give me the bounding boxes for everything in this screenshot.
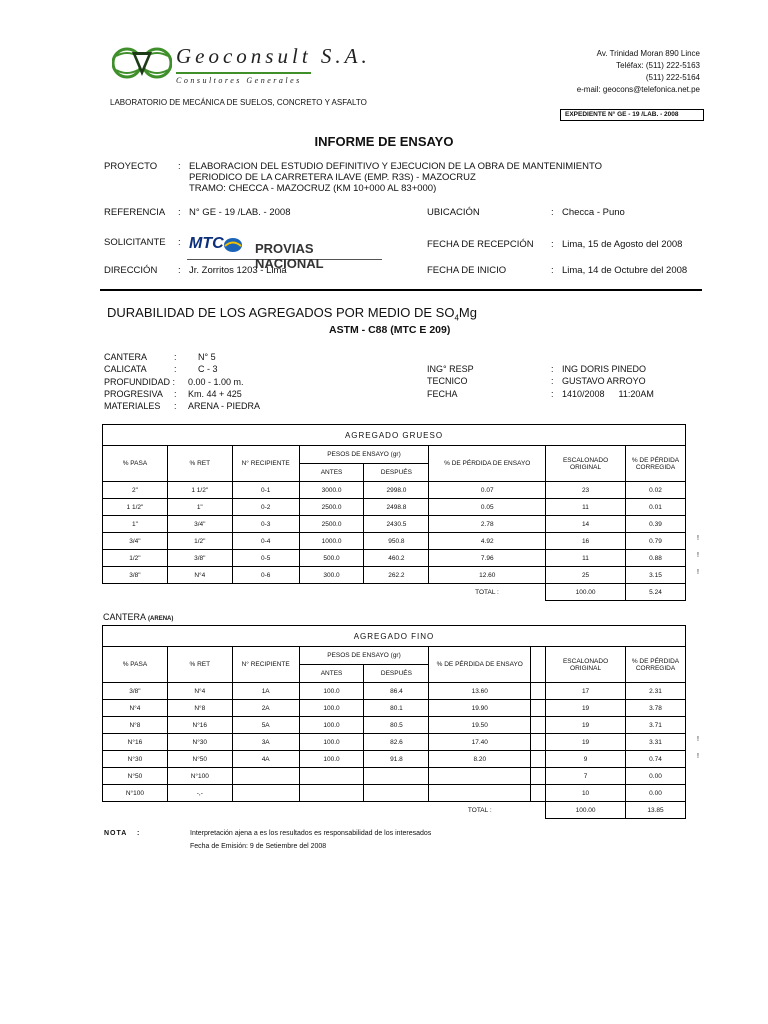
grueso-cell-esc: 23 (546, 482, 626, 499)
grueso-cell-antes: 3000.0 (299, 482, 364, 499)
fino-cell-ret: N°50 (167, 751, 232, 768)
proyecto-line-3: TRAMO: CHECCA - MAZOCRUZ (KM 10+000 AL 83+000) (189, 183, 437, 194)
grueso-cell-antes: 300.0 (299, 567, 364, 584)
grueso-cell-corr: 0.79 ! (626, 533, 686, 550)
fino-cell-rec: 3A (232, 734, 299, 751)
grueso-h-recipiente: N° RECIPIENTE (232, 446, 299, 482)
fino-h-pasa: % PASA (103, 647, 168, 683)
solicitante-colon: : (178, 237, 181, 248)
materiales-colon: : (174, 401, 177, 412)
grueso-cell-esc: 11 (546, 499, 626, 516)
grueso-row (103, 516, 686, 533)
grueso-cell-esc: 16 (546, 533, 626, 550)
grueso-cell-ret: 1 1/2" (167, 482, 232, 499)
proyecto-value (189, 161, 602, 194)
fino-cell-esc: 7 (546, 768, 626, 785)
globe-logo-icon (112, 42, 172, 84)
grueso-cell-antes: 2500.0 (299, 499, 364, 516)
proyecto-line-2: PERIODICO DE LA CARRETERA ILAVE (EMP. R3S) - MAZOCRUZ (189, 172, 476, 183)
test-standard: ASTM - C88 (MTC E 209) (329, 324, 451, 336)
fino-cell-perd: 13.60 (429, 683, 531, 700)
grueso-cell-antes: 500.0 (299, 550, 364, 567)
ing-label: ING° RESP (427, 364, 474, 374)
ubicacion-value: Checca - Puno (562, 207, 625, 218)
grueso-cell-perd: 2.78 (429, 516, 546, 533)
solicitante-label: SOLICITANTE (104, 237, 166, 248)
fino-cell-rec: 4A (232, 751, 299, 768)
fino-cell-despues (364, 785, 429, 802)
proyecto-label: PROYECTO (104, 161, 158, 172)
fino-cell-despues: 80.5 (364, 717, 429, 734)
sample-left (104, 351, 175, 412)
fino-cell-ret: N°4 (167, 683, 232, 700)
fino-cell-ret: N°100 (167, 768, 232, 785)
grueso-cell-pasa: 3/8" (103, 567, 168, 584)
fino-cell-perd (429, 785, 531, 802)
grueso-cell-despues: 2498.8 (364, 499, 429, 516)
grueso-cell-ret: 3/4" (167, 516, 232, 533)
fino-h-pesos: PESOS DE ENSAYO (gr) (299, 647, 429, 665)
fino-cell-pasa: N°16 (103, 734, 168, 751)
fino-cell-blank (531, 683, 546, 700)
grueso-row-mark: ! (697, 552, 699, 559)
fino-cell-despues: 91.8 (364, 751, 429, 768)
fino-cell-blank (531, 785, 546, 802)
grueso-cell-rec: 0-1 (232, 482, 299, 499)
grueso-cell-corr: 0.88 ! (626, 550, 686, 567)
progresiva-label: PROGRESIVA (104, 388, 163, 399)
grueso-table (102, 424, 699, 601)
grueso-h-escalonado: ESCALONADO ORIGINAL (546, 446, 626, 482)
fino-cantera-label: CANTERA (ARENA) (103, 612, 174, 622)
nota-label: NOTA (104, 830, 128, 837)
grueso-cell-perd: 12.60 (429, 567, 546, 584)
grueso-cell-despues: 2430.5 (364, 516, 429, 533)
grueso-cell-corr: 0.02 (626, 482, 686, 499)
grueso-cell-ret: 3/8" (167, 550, 232, 567)
test-title (107, 305, 477, 323)
fino-row (103, 683, 686, 700)
fino-cell-ret: N°8 (167, 700, 232, 717)
grueso-cell-esc: 11 (546, 550, 626, 567)
fino-cell-pasa: N°50 (103, 768, 168, 785)
fino-cell-rec: 2A (232, 700, 299, 717)
fecha-inicio-value: Lima, 14 de Octubre del 2008 (562, 265, 688, 276)
fino-cell-antes: 100.0 (299, 700, 364, 717)
grueso-cell-perd: 0.05 (429, 499, 546, 516)
sample-colons (174, 351, 177, 412)
fino-row (103, 751, 686, 768)
fino-row-mark: ! (697, 736, 699, 743)
fino-cell-esc: 19 (546, 734, 626, 751)
grueso-title: AGREGADO GRUESO (103, 425, 686, 446)
fino-row (103, 717, 686, 734)
fino-cell-blank (531, 717, 546, 734)
grueso-cell-esc: 25 (546, 567, 626, 584)
progresiva-colon: : (174, 388, 177, 399)
grueso-cell-perd: 0.07 (429, 482, 546, 499)
sample-right-labels (427, 363, 474, 400)
company-name: Geoconsult S.A. (176, 44, 371, 68)
grueso-total-esc: 100.00 (546, 584, 626, 601)
fecha-hour: 11:20AM (618, 388, 654, 399)
test-title-main: DURABILIDAD DE LOS AGREGADOS POR MEDIO DE SO (107, 305, 455, 320)
sample-right-colons (551, 363, 554, 400)
ubicacion-colon: : (551, 207, 554, 218)
fino-h-ret: % RET (167, 647, 232, 683)
fino-cell-blank (531, 734, 546, 751)
grueso-cell-corr: 0.01 (626, 499, 686, 516)
fino-cell-corr: 3.71 (626, 717, 686, 734)
fino-title: AGREGADO FINO (103, 626, 686, 647)
cantera-value: N° 5 (198, 352, 216, 362)
tecnico-value: GUSTAVO ARROYO (562, 376, 646, 387)
grueso-row-mark: ! (697, 535, 699, 542)
grueso-cell-esc: 14 (546, 516, 626, 533)
address: Av. Trinidad Moran 890 Lince (596, 49, 700, 58)
logo-underline (176, 72, 311, 74)
grueso-cell-despues: 460.2 (364, 550, 429, 567)
grueso-h-antes: ANTES (299, 464, 364, 482)
grueso-cell-despues: 950.8 (364, 533, 429, 550)
proyecto-colon: : (178, 161, 181, 172)
fino-cell-blank (531, 700, 546, 717)
grueso-cell-pasa: 1/2" (103, 550, 168, 567)
grueso-h-pesos: PESOS DE ENSAYO (gr) (299, 446, 429, 464)
fino-cell-corr: 0.00 (626, 785, 686, 802)
fecha-inicio-label: FECHA DE INICIO (427, 265, 507, 276)
fino-total-corr: 13.85 (626, 802, 686, 819)
grueso-h-despues: DESPUÉS (364, 464, 429, 482)
fino-row (103, 700, 686, 717)
grueso-cell-ret: 1/2" (167, 533, 232, 550)
sample-values (188, 351, 260, 412)
fino-row (103, 785, 686, 802)
fino-cell-despues: 82.6 (364, 734, 429, 751)
fino-cell-corr: 0.00 (626, 768, 686, 785)
fino-cell-corr: 3.31 ! (626, 734, 686, 751)
fino-total-label: TOTAL : (467, 806, 492, 814)
calicata-colon: : (174, 364, 177, 375)
fino-cell-pasa: N°8 (103, 717, 168, 734)
fino-cell-pasa: N°4 (103, 700, 168, 717)
tecnico-label: TECNICO (427, 376, 468, 387)
profundidad-label: PROFUNDIDAD : (104, 376, 176, 387)
grueso-cell-pasa: 1 1/2" (103, 499, 168, 516)
direccion-label: DIRECCIÓN (104, 265, 158, 276)
fino-cell-antes (299, 785, 364, 802)
fino-cell-pasa: N°100 (103, 785, 168, 802)
grueso-cell-ret: 1" (167, 499, 232, 516)
fino-cell-esc: 19 (546, 700, 626, 717)
fino-cell-corr: 2.31 (626, 683, 686, 700)
materiales-label: MATERIALES (104, 401, 161, 412)
phone-2: (511) 222-5164 (645, 73, 700, 82)
grueso-h-perdida: % DE PÉRDIDA DE ENSAYO (429, 446, 546, 482)
address-block (577, 48, 700, 96)
ing-colon: : (551, 364, 554, 374)
direccion-colon: : (178, 265, 181, 276)
grueso-cell-corr: 3.15 ! (626, 567, 686, 584)
grueso-cell-perd: 7.96 (429, 550, 546, 567)
fino-cell-blank (531, 768, 546, 785)
grueso-row (103, 533, 686, 550)
nota-colon: : (137, 830, 140, 837)
fino-row (103, 768, 686, 785)
sample-right-values (562, 363, 654, 400)
fino-cell-antes: 100.0 (299, 683, 364, 700)
fino-cell-esc: 9 (546, 751, 626, 768)
materiales-value: ARENA - PIEDRA (188, 401, 261, 412)
grueso-h-corregida: % DE PÉRDIDA CORREGIDA (626, 446, 686, 482)
grueso-row-mark: ! (697, 569, 699, 576)
ubicacion-label: UBICACIÓN (427, 207, 480, 218)
grueso-h-pasa: % PASA (103, 446, 168, 482)
fino-row (103, 734, 686, 751)
fino-h-corregida: % DE PÉRDIDA CORREGIDA (626, 647, 686, 683)
fino-cell-antes: 100.0 (299, 734, 364, 751)
fecha-value (562, 388, 654, 400)
mtc-emblem-icon (223, 237, 243, 253)
fino-cell-rec: 1A (232, 683, 299, 700)
grueso-cell-rec: 0-5 (232, 550, 299, 567)
fino-total-esc: 100.00 (546, 802, 626, 819)
test-title-sub: 4 (454, 313, 459, 323)
fino-cell-perd: 8.20 (429, 751, 531, 768)
grueso-cell-perd: 4.92 (429, 533, 546, 550)
fino-cell-despues: 86.4 (364, 683, 429, 700)
fino-cell-rec (232, 785, 299, 802)
grueso-cell-pasa: 1" (103, 516, 168, 533)
fino-cell-ret: N°30 (167, 734, 232, 751)
fino-cell-esc: 17 (546, 683, 626, 700)
fino-cell-perd: 17.40 (429, 734, 531, 751)
grueso-cell-ret: N°4 (167, 567, 232, 584)
progresiva-value: Km. 44 + 425 (188, 388, 242, 399)
lab-name: LABORATORIO DE MECÁNICA DE SUELOS, CONCRETO Y ASFALTO (110, 98, 367, 107)
grueso-cell-antes: 1000.0 (299, 533, 364, 550)
phone-1: Teléfax: (511) 222-5163 (616, 61, 700, 70)
fino-cell-pasa: 3/8" (103, 683, 168, 700)
profundidad-value: 0.00 - 1.00 m. (188, 376, 244, 387)
fino-cell-esc: 19 (546, 717, 626, 734)
cantera-colon: : (174, 352, 177, 362)
calicata-label: CALICATA (104, 364, 147, 375)
fino-cell-antes: 100.0 (299, 751, 364, 768)
fecha-recepcion-value: Lima, 15 de Agosto del 2008 (562, 239, 683, 250)
fino-h-recipiente: N° RECIPIENTE (232, 647, 299, 683)
proyecto-line-1: ELABORACION DEL ESTUDIO DEFINITIVO Y EJECUCION DE LA OBRA DE MANTENIMIENTO (189, 161, 602, 172)
fino-cell-despues: 80.1 (364, 700, 429, 717)
fecha-date: 1410/2008 (562, 388, 605, 399)
fino-h-antes: ANTES (299, 665, 364, 683)
fino-cell-antes: 100.0 (299, 717, 364, 734)
cantera-label: CANTERA (104, 352, 148, 362)
fino-cell-corr: 0.74 ! (626, 751, 686, 768)
fino-cell-ret: N°16 (167, 717, 232, 734)
fino-h-blank (531, 647, 546, 683)
fino-table (102, 625, 699, 819)
grueso-cell-rec: 0-3 (232, 516, 299, 533)
fino-cell-antes (299, 768, 364, 785)
test-title-mg: Mg (458, 305, 477, 320)
fecha-inicio-colon: : (551, 265, 554, 276)
grueso-cell-antes: 2500.0 (299, 516, 364, 533)
grueso-total-corr: 5.24 (626, 584, 686, 601)
fecha-colon: : (551, 388, 554, 399)
fino-h-despues: DESPUÉS (364, 665, 429, 683)
fino-cantera-sub: (ARENA) (148, 616, 174, 622)
referencia-colon: : (178, 207, 181, 218)
fino-cell-pasa: N°30 (103, 751, 168, 768)
fino-cell-perd: 19.90 (429, 700, 531, 717)
company-logo (112, 42, 172, 84)
expediente-box: EXPEDIENTE N° GE - 19 /LAB. - 2008 (560, 109, 704, 121)
grueso-row (103, 499, 686, 516)
grueso-row (103, 567, 686, 584)
grueso-h-ret: % RET (167, 446, 232, 482)
nota-emision: Fecha de Emisión: 9 de Setiembre del 2008 (190, 843, 327, 850)
ing-value: ING DORIS PINEDO (562, 364, 647, 374)
nota-text: Interpretación ajena a es los resultados es responsabilidad de los interesados (190, 830, 432, 837)
fino-cell-corr: 3.78 (626, 700, 686, 717)
fino-h-perdida: % DE PÉRDIDA DE ENSAYO (429, 647, 531, 683)
fino-cell-despues (364, 768, 429, 785)
fino-cell-rec: 5A (232, 717, 299, 734)
fino-cell-rec (232, 768, 299, 785)
mtc-logo-text: MTC (189, 235, 224, 252)
fino-cell-perd (429, 768, 531, 785)
grueso-cell-rec: 0-4 (232, 533, 299, 550)
referencia-label: REFERENCIA (104, 207, 166, 218)
report-title: INFORME DE ENSAYO (314, 134, 454, 149)
fino-cell-perd: 19.50 (429, 717, 531, 734)
provias-text: PROVIAS NACIONAL (255, 241, 324, 271)
fecha-recepcion-colon: : (551, 239, 554, 250)
fino-cell-esc: 10 (546, 785, 626, 802)
company-subtitle: Consultores Generales (176, 76, 302, 85)
grueso-cell-pasa: 2" (103, 482, 168, 499)
calicata-value: C - 3 (198, 364, 218, 375)
referencia-value: N° GE - 19 /LAB. - 2008 (189, 207, 291, 218)
grueso-cell-pasa: 3/4" (103, 533, 168, 550)
tecnico-colon: : (551, 376, 554, 387)
fino-row-mark: ! (697, 753, 699, 760)
grueso-cell-despues: 2998.0 (364, 482, 429, 499)
fino-cell-blank (531, 751, 546, 768)
fino-h-escalonado: ESCALONADO ORIGINAL (546, 647, 626, 683)
direccion-value: Jr. Zorritos 1203 - Lima (189, 265, 287, 276)
grueso-total-label: TOTAL : (475, 588, 499, 596)
grueso-row (103, 550, 686, 567)
fino-cell-ret: -,- (167, 785, 232, 802)
grueso-cell-corr: 0.39 (626, 516, 686, 533)
email: e-mail: geocons@telefonica.net.pe (576, 85, 700, 94)
grueso-cell-despues: 262.2 (364, 567, 429, 584)
grueso-row (103, 482, 686, 499)
grueso-cell-rec: 0-6 (232, 567, 299, 584)
fecha-recepcion-label: FECHA DE RECEPCIÓN (427, 239, 534, 250)
fecha-label: FECHA (427, 388, 458, 399)
header-divider (100, 289, 702, 291)
grueso-cell-rec: 0-2 (232, 499, 299, 516)
